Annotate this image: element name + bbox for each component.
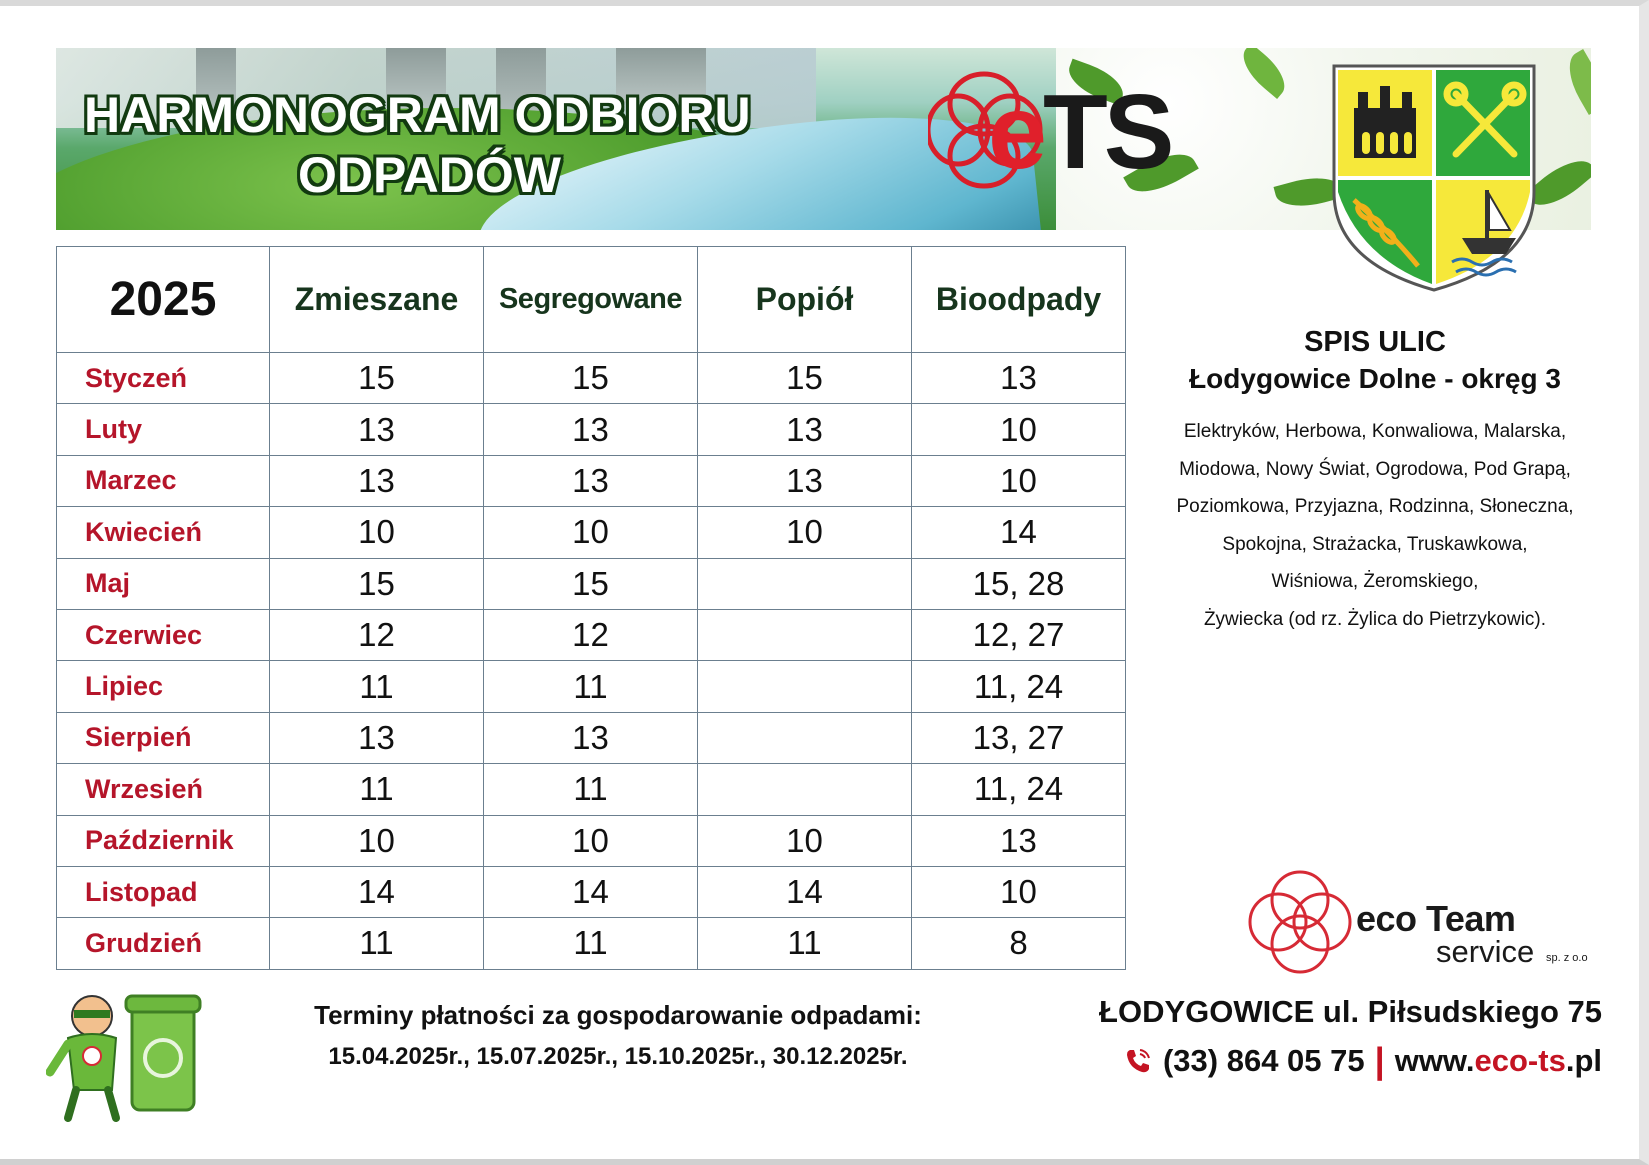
month-cell: Czerwiec xyxy=(57,609,270,660)
ets-logo-e: e xyxy=(988,73,1043,191)
value-cell: 13 xyxy=(484,712,698,763)
value-cell xyxy=(698,661,912,712)
month-cell: Grudzień xyxy=(57,918,270,969)
value-cell: 13 xyxy=(912,815,1126,866)
column-header-segregated: Segregowane xyxy=(484,247,698,353)
value-cell: 10 xyxy=(912,455,1126,506)
column-header-ash: Popiół xyxy=(698,247,912,353)
value-cell: 15 xyxy=(484,558,698,609)
value-cell: 13 xyxy=(698,404,912,455)
website-suffix: .pl xyxy=(1565,1043,1602,1078)
month-cell: Kwiecień xyxy=(57,507,270,558)
table-row xyxy=(57,712,1126,763)
company-legal-form: sp. z o.o xyxy=(1546,952,1588,964)
value-cell: 10 xyxy=(270,507,484,558)
month-cell: Marzec xyxy=(57,455,270,506)
website-prefix: www. xyxy=(1394,1043,1475,1078)
month-cell: Wrzesień xyxy=(57,764,270,815)
value-cell: 13 xyxy=(484,455,698,506)
table-row xyxy=(57,609,1126,660)
value-cell: 10 xyxy=(912,866,1126,917)
year-header: 2025 xyxy=(57,247,270,353)
mascot-icon xyxy=(46,986,206,1126)
value-cell: 13 xyxy=(270,404,484,455)
month-cell: Maj xyxy=(57,558,270,609)
company-name: eco Team xyxy=(1356,898,1516,939)
coat-of-arms-icon xyxy=(1330,62,1538,294)
value-cell xyxy=(698,558,912,609)
street-line: Spokojna, Strażacka, Truskawkowa, xyxy=(1222,533,1528,555)
payment-dates: 15.04.2025r., 15.07.2025r., 15.10.2025r., 30.12.2025r. xyxy=(328,1043,908,1070)
street-line: Żywiecka (od rz. Żylica do Pietrzykowic). xyxy=(1203,608,1547,630)
district-name: Łodygowice Dolne - okręg 3 xyxy=(1189,363,1561,394)
value-cell: 11, 24 xyxy=(912,661,1126,712)
table-row xyxy=(57,918,1126,969)
month-cell: Listopad xyxy=(57,866,270,917)
value-cell: 15, 28 xyxy=(912,558,1126,609)
value-cell: 13 xyxy=(912,353,1126,404)
phone-number[interactable]: (33) 864 05 75 xyxy=(1162,1043,1365,1078)
value-cell: 15 xyxy=(698,353,912,404)
value-cell: 11 xyxy=(484,918,698,969)
table-row xyxy=(57,661,1126,712)
value-cell: 14 xyxy=(484,866,698,917)
street-line: Elektryków, Herbowa, Konwaliowa, Malarska, xyxy=(1183,421,1567,442)
value-cell: 13 xyxy=(270,712,484,763)
column-header-mixed: Zmieszane xyxy=(270,247,484,353)
month-cell: Lipiec xyxy=(57,661,270,712)
table-row xyxy=(57,815,1126,866)
payment-info xyxy=(258,1000,978,1071)
value-cell: 13 xyxy=(484,404,698,455)
table-header-row xyxy=(57,247,1126,353)
table-row xyxy=(57,507,1126,558)
contact-row xyxy=(1080,1040,1602,1082)
value-cell: 11 xyxy=(698,918,912,969)
website-domain: eco-ts xyxy=(1474,1043,1566,1078)
value-cell: 11 xyxy=(270,918,484,969)
company-service: service xyxy=(1436,934,1535,969)
value-cell: 14 xyxy=(698,866,912,917)
ets-logo-text xyxy=(988,72,1170,193)
value-cell: 12, 27 xyxy=(912,609,1126,660)
value-cell xyxy=(698,764,912,815)
street-line: Wiśniowa, Żeromskiego, xyxy=(1271,571,1479,592)
month-cell: Styczeń xyxy=(57,353,270,404)
month-cell: Październik xyxy=(57,815,270,866)
value-cell: 10 xyxy=(912,404,1126,455)
street-line: Poziomkowa, Przyjazna, Rodzinna, Słoneczna, xyxy=(1176,496,1574,517)
value-cell: 14 xyxy=(270,866,484,917)
value-cell: 10 xyxy=(484,815,698,866)
value-cell: 11 xyxy=(484,661,698,712)
value-cell: 10 xyxy=(270,815,484,866)
value-cell xyxy=(698,609,912,660)
value-cell: 15 xyxy=(484,353,698,404)
value-cell: 11, 24 xyxy=(912,764,1126,815)
value-cell: 13, 27 xyxy=(912,712,1126,763)
phone-icon xyxy=(1123,1046,1153,1076)
table-row xyxy=(57,455,1126,506)
company-address: ŁODYGOWICE ul. Piłsudskiego 75 xyxy=(1099,994,1602,1029)
eco-team-logo-icon xyxy=(1244,866,1356,978)
contact-info xyxy=(1080,994,1602,1082)
payment-heading: Terminy płatności za gospodarowanie odpadami: xyxy=(314,1000,922,1030)
contact-separator: | xyxy=(1374,1040,1385,1081)
value-cell: 11 xyxy=(270,764,484,815)
column-header-bio: Bioodpady xyxy=(912,247,1126,353)
value-cell: 13 xyxy=(698,455,912,506)
value-cell: 12 xyxy=(484,609,698,660)
schedule-table xyxy=(56,246,1126,970)
value-cell: 11 xyxy=(270,661,484,712)
value-cell: 10 xyxy=(698,815,912,866)
value-cell: 10 xyxy=(698,507,912,558)
month-cell: Luty xyxy=(57,404,270,455)
table-row xyxy=(57,353,1126,404)
street-list xyxy=(1140,326,1610,638)
ets-logo-ts: TS xyxy=(1042,73,1171,191)
street-list-heading: SPIS ULIC xyxy=(1304,326,1446,358)
value-cell: 15 xyxy=(270,558,484,609)
table-row xyxy=(57,764,1126,815)
street-names xyxy=(1140,413,1610,638)
title-line-2: ODPADÓW xyxy=(298,147,561,203)
street-line: Miodowa, Nowy Świat, Ogrodowa, Pod Grapą, xyxy=(1179,458,1571,480)
value-cell: 14 xyxy=(912,507,1126,558)
value-cell: 13 xyxy=(270,455,484,506)
value-cell: 15 xyxy=(270,353,484,404)
value-cell: 8 xyxy=(912,918,1126,969)
value-cell: 11 xyxy=(484,764,698,815)
table-row xyxy=(57,558,1126,609)
website-link[interactable] xyxy=(1395,1043,1602,1079)
title-line-1: HARMONOGRAM ODBIORU xyxy=(84,87,751,143)
value-cell: 10 xyxy=(484,507,698,558)
month-cell: Sierpień xyxy=(57,712,270,763)
value-cell: 12 xyxy=(270,609,484,660)
value-cell xyxy=(698,712,912,763)
table-row xyxy=(57,866,1126,917)
table-row xyxy=(57,404,1126,455)
